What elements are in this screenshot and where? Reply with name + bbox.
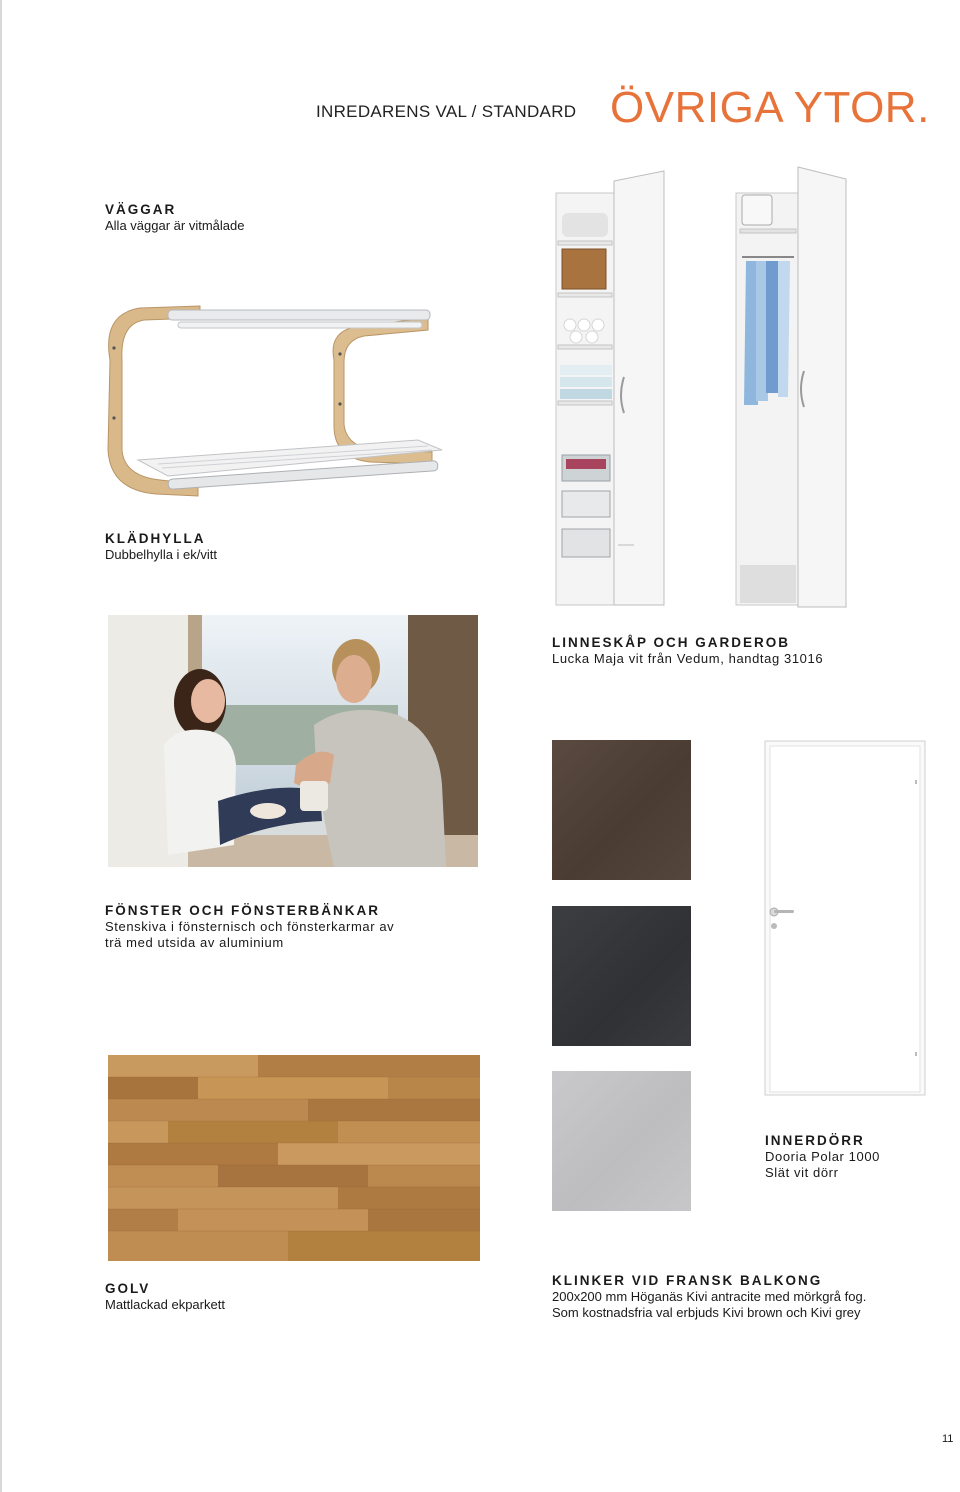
- page-edge-line: [0, 0, 2, 1492]
- section-tiles: [552, 1272, 866, 1321]
- wardrobe-image: [552, 165, 848, 610]
- door-image: [764, 740, 926, 1096]
- section-walls: [105, 201, 244, 234]
- shelf-heading: KLÄDHYLLA: [105, 531, 206, 546]
- walls-text: Alla väggar är vitmålade: [105, 218, 245, 233]
- section-shelf: [105, 530, 217, 563]
- section-windows: [105, 902, 394, 951]
- tile-swatch-kivi-grey: [552, 1071, 691, 1211]
- door-heading: INNERDÖRR: [765, 1133, 865, 1148]
- window-photo: [108, 615, 478, 867]
- shelf-image: [98, 300, 448, 502]
- tiles-text-line-1: 200x200 mm Höganäs Kivi antracite med mörkgrå fog.: [552, 1289, 867, 1304]
- tile-swatch-kivi-antracite: [552, 906, 691, 1046]
- section-door: [765, 1132, 880, 1181]
- walls-heading: VÄGGAR: [105, 202, 177, 217]
- windows-text-line-1: Stenskiva i fönsternisch och fönsterkarmar av: [105, 919, 395, 934]
- page-number: 11: [942, 1433, 954, 1445]
- tile-swatch-kivi-brown: [552, 740, 691, 880]
- windows-heading: FÖNSTER OCH FÖNSTERBÄNKAR: [105, 903, 380, 918]
- parquet-image: [108, 1055, 480, 1261]
- header-kicker: INREDARENS VAL / STANDARD: [316, 102, 577, 121]
- tiles-heading: KLINKER VID FRANSK BALKONG: [552, 1273, 823, 1288]
- windows-text-line-2: trä med utsida av aluminium: [105, 935, 284, 950]
- wardrobe-text: Lucka Maja vit från Vedum, handtag 31016: [552, 651, 824, 666]
- wardrobe-heading: LINNESKÅP OCH GARDEROB: [552, 635, 791, 650]
- page-title: ÖVRIGA YTOR.: [610, 83, 930, 132]
- tiles-text-line-2: Som kostnadsfria val erbjuds Kivi brown och Kivi grey: [552, 1305, 861, 1320]
- floor-heading: GOLV: [105, 1281, 151, 1296]
- door-text-line-1: Dooria Polar 1000: [765, 1149, 880, 1164]
- section-floor: [105, 1280, 225, 1313]
- section-wardrobe: [552, 634, 823, 667]
- floor-text: Mattlackad ekparkett: [105, 1297, 225, 1312]
- shelf-text: Dubbelhylla i ek/vitt: [105, 547, 217, 562]
- door-text-line-2: Slät vit dörr: [765, 1165, 839, 1180]
